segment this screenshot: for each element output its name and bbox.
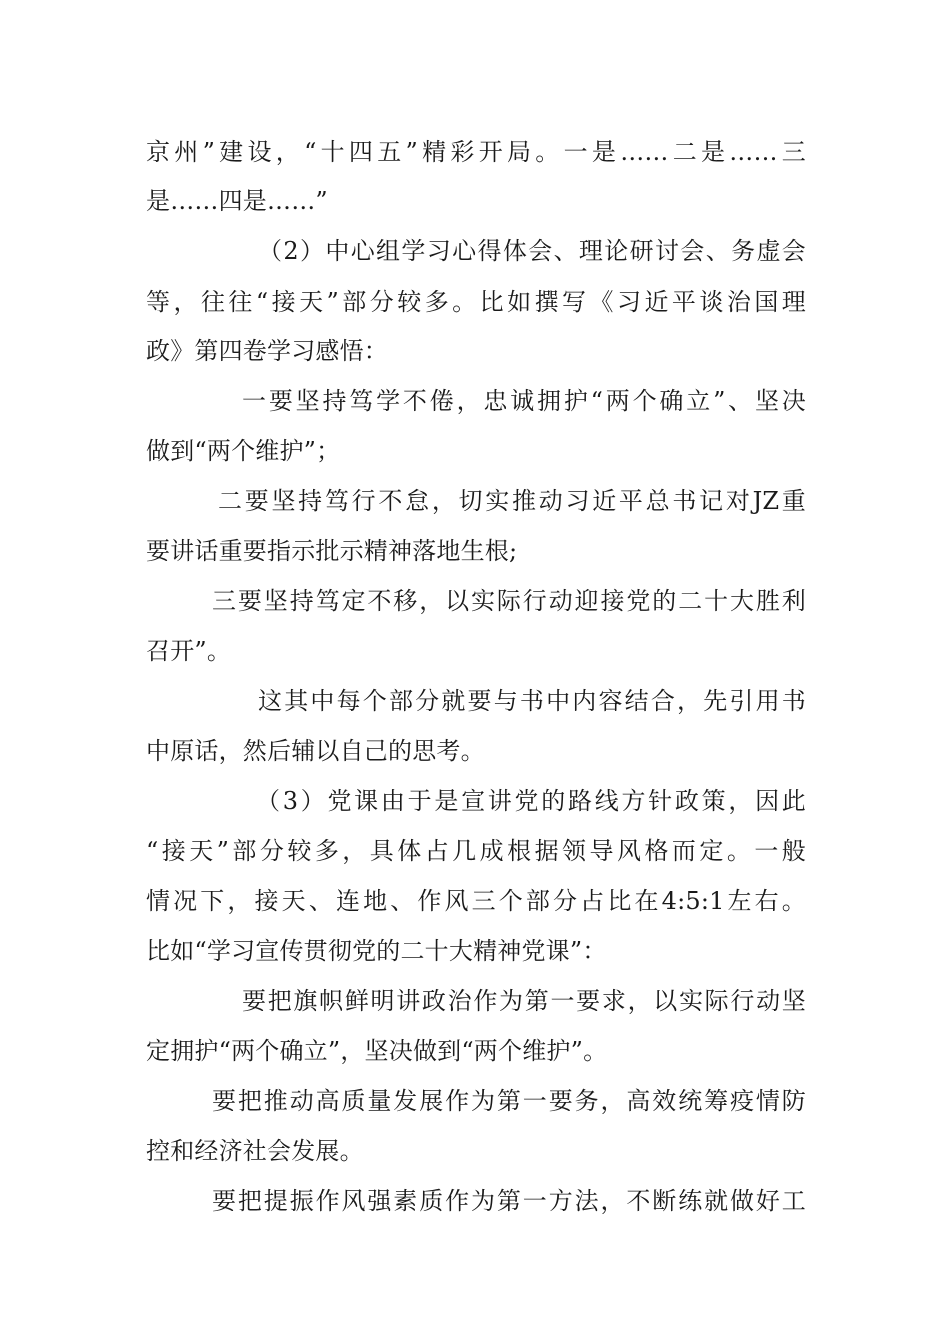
text-line: 中原话，然后辅以自己的思考。 bbox=[146, 737, 485, 765]
text-line: 京州”建设，“十四五”精彩开局。一是……二是……三 bbox=[146, 138, 806, 166]
text-line: 要讲话重要指示批示精神落地生根; bbox=[146, 537, 518, 565]
text-line: 做到“两个维护”； bbox=[146, 437, 341, 465]
text-line: 要把推动高质量发展作为第一要务，高效统筹疫情防 bbox=[212, 1087, 806, 1115]
text-line: 要把旗帜鲜明讲政治作为第一要求，以实际行动坚 bbox=[242, 987, 806, 1015]
text-line: “接天”部分较多，具体占几成根据领导风格而定。一般 bbox=[146, 837, 806, 865]
text-line: 等，往往“接天”部分较多。比如撰写《习近平谈治国理 bbox=[146, 288, 806, 316]
text-line: 定拥护“两个确立”，坚决做到“两个维护”。 bbox=[146, 1037, 608, 1065]
text-line: 政》第四卷学习感悟： bbox=[146, 337, 388, 365]
text-line: 这其中每个部分就要与书中内容结合，先引用书 bbox=[258, 687, 806, 715]
text-line: 比如“学习宣传贯彻党的二十大精神党课”： bbox=[146, 937, 607, 965]
text-line: 是……四是……” bbox=[146, 187, 328, 215]
text-line: 情况下，接天、连地、作风三个部分占比在4:5:1左右。 bbox=[146, 887, 806, 915]
text-line: 二要坚持笃行不怠，切实推动习近平总书记对JZ重 bbox=[218, 487, 806, 515]
text-line: （3）党课由于是宣讲党的路线方针政策，因此 bbox=[256, 787, 806, 815]
text-line: 要把提振作风强素质作为第一方法，不断练就做好工 bbox=[212, 1187, 806, 1215]
text-line: 三要坚持笃定不移，以实际行动迎接党的二十大胜利 bbox=[212, 587, 806, 615]
text-line: 一要坚持笃学不倦，忠诚拥护“两个确立”、坚决 bbox=[242, 387, 806, 415]
text-line: （2）中心组学习心得体会、理论研讨会、务虚会 bbox=[258, 237, 806, 265]
text-line: 召开”。 bbox=[146, 637, 232, 665]
text-line: 控和经济社会发展。 bbox=[146, 1137, 364, 1165]
